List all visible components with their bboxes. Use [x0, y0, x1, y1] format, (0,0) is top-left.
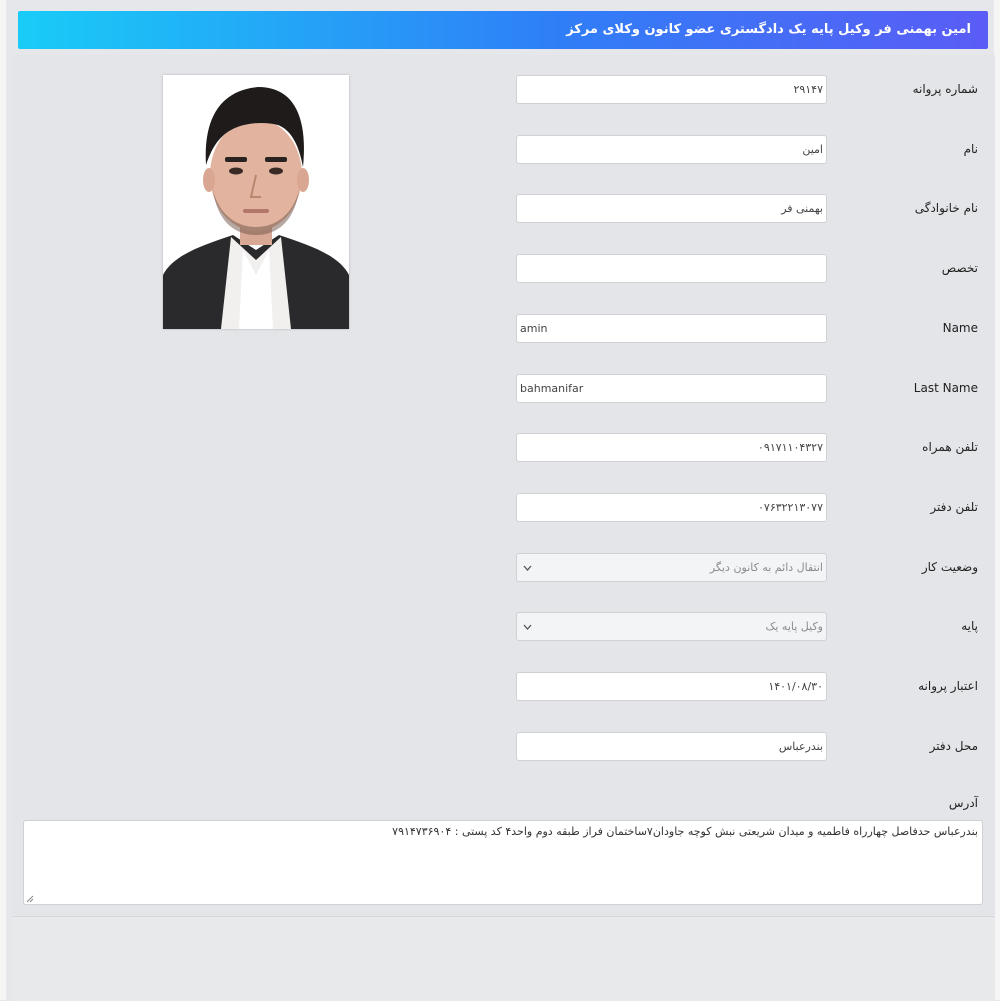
field-label: تلفن دفتر: [930, 500, 978, 514]
field-label: وضعیت کار: [921, 560, 978, 574]
address-textarea[interactable]: [23, 820, 983, 905]
text-input[interactable]: ۰۷۶۳۲۲۱۳۰۷۷: [516, 493, 827, 522]
chevron-down-icon: [521, 554, 533, 581]
field-label: نام خانوادگی: [914, 201, 978, 215]
select-value: وکیل پایه یک: [765, 620, 823, 633]
text-input[interactable]: بندرعباس: [516, 732, 827, 761]
portrait-image: [163, 75, 349, 329]
text-input[interactable]: bahmanifar: [516, 374, 827, 403]
address-text: بندرعباس حدفاصل چهارراه فاطمیه و میدان شریعتی نبش کوچه جاودان۷ساختمان فراز طبقه دوم واحد۴ کد پستی : ۷۹۱۴۷۳۶۹۰۴: [392, 825, 978, 838]
field-label: نام: [963, 142, 978, 156]
address-label: آدرس: [948, 796, 978, 810]
profile-panel: [12, 55, 995, 915]
text-input[interactable]: [516, 254, 827, 283]
chevron-down-icon: [521, 613, 533, 640]
field-label: تلفن همراه: [922, 440, 978, 454]
resize-grip-icon[interactable]: [26, 895, 34, 903]
field-label: اعتبار پروانه: [918, 679, 978, 693]
field-label: محل دفتر: [929, 739, 978, 753]
text-input[interactable]: ۲۹۱۴۷: [516, 75, 827, 104]
text-input[interactable]: بهمنی فر: [516, 194, 827, 223]
text-input[interactable]: amin: [516, 314, 827, 343]
select-value: انتقال دائم به کانون دیگر: [709, 561, 823, 574]
text-input[interactable]: امین: [516, 135, 827, 164]
text-input[interactable]: ۰۹۱۷۱۱۰۴۳۲۷: [516, 433, 827, 462]
select-field[interactable]: [516, 612, 827, 641]
field-label: پایه: [961, 619, 978, 633]
page-title: امین بهمنی فر وکیل پایه یک دادگستری عضو کانون وکلای مرکز: [18, 11, 988, 49]
profile-photo: [163, 75, 349, 329]
field-label: Name: [942, 321, 978, 335]
select-field[interactable]: [516, 553, 827, 582]
field-label: Last Name: [913, 381, 978, 395]
text-input[interactable]: ۱۴۰۱/۰۸/۳۰: [516, 672, 827, 701]
field-label: شماره پروانه: [912, 82, 978, 96]
field-label: تخصص: [941, 261, 978, 275]
lower-area: [12, 916, 995, 1001]
